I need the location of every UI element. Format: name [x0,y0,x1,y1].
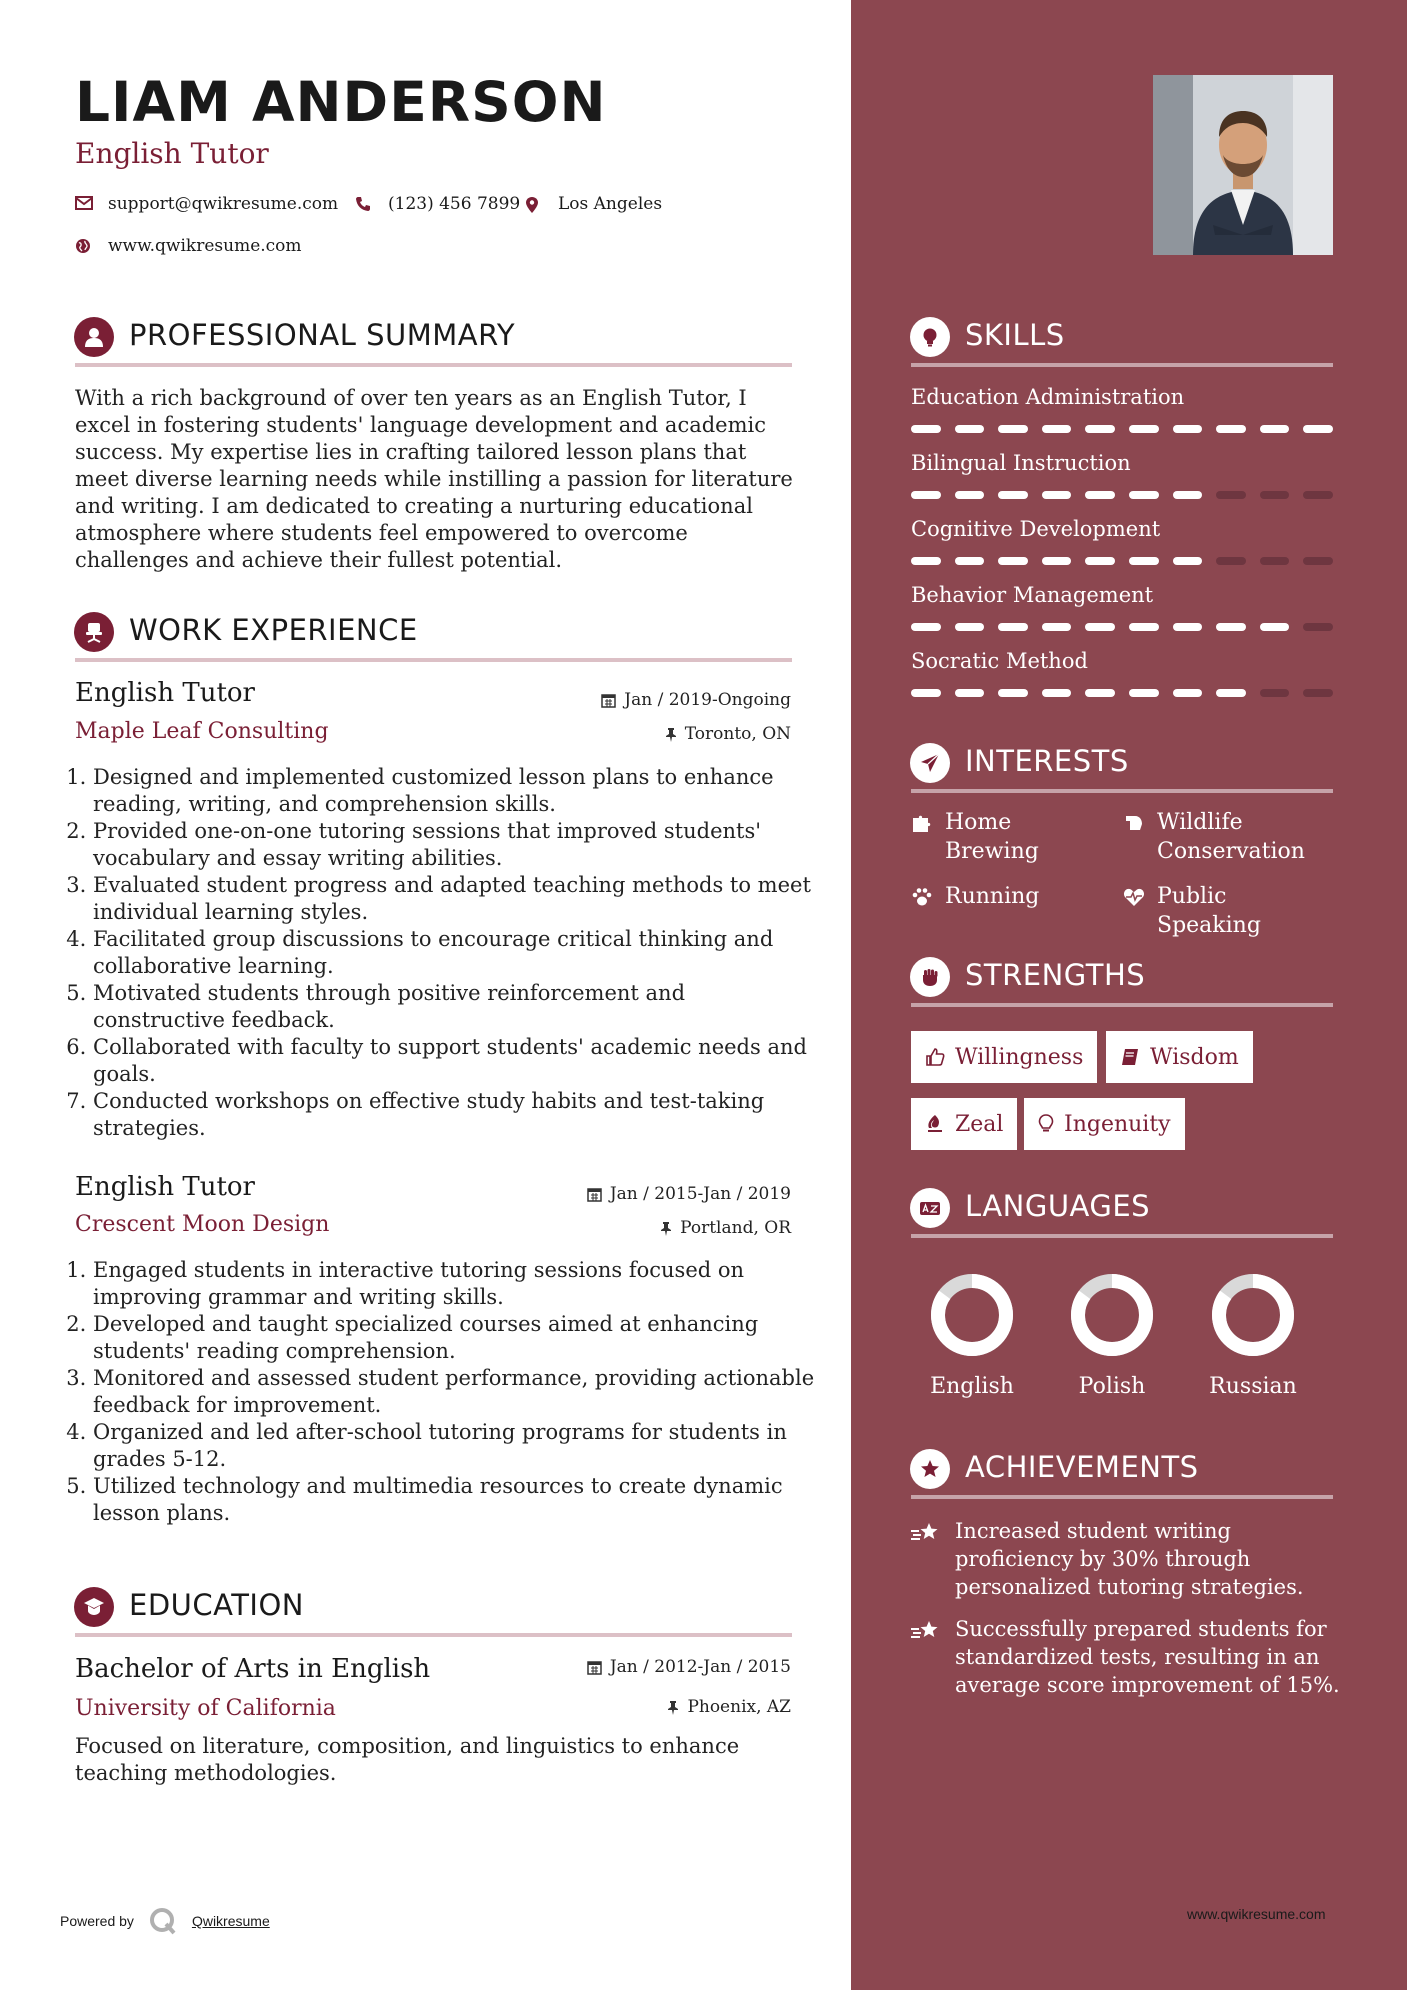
skill-segment-empty [1303,557,1333,565]
skill-segment-filled [1173,689,1203,697]
thumbs-up-icon [925,1047,945,1067]
skill-segment-filled [955,623,985,631]
language-name: Polish [1078,1374,1146,1399]
job-bullets [65,764,823,1142]
phone-icon [355,196,371,212]
language-name: Russian [1209,1374,1297,1399]
list-item: 1. Engaged students in interactive tutoring sessions focused on improving grammar and writing skills. [93,1257,823,1311]
skill-segment-filled [1085,689,1115,697]
list-item: 4. Organized and led after-school tutoring programs for students in grades 5-12. [93,1419,823,1473]
skill-segment-filled [998,491,1028,499]
strengths-heading: STRENGTHS [965,958,1146,992]
candidate-title: English Tutor [75,137,269,170]
skill-segment-filled [911,623,941,631]
powered-by: Powered by Qwikresume [60,1906,270,1936]
language-donut [1211,1273,1295,1357]
profile-photo [1153,75,1333,255]
globe-icon [75,238,91,254]
fire-icon [925,1114,945,1134]
qwikresume-link[interactable]: Qwikresume [191,1913,270,1929]
job-title: English Tutor [75,1172,255,1202]
skill-segment-filled [1042,425,1072,433]
location-text: Los Angeles [558,194,663,214]
job-dates: Jan / 2015-Jan / 2019 [587,1184,791,1204]
skill-level-bar [911,425,1333,433]
skill-segment-filled [1085,557,1115,565]
skill-segment-filled [998,623,1028,631]
contact-phone[interactable] [388,193,520,215]
shooting-star-icon [910,1619,940,1643]
skill-segment-empty [1260,689,1290,697]
skill-segment-filled [955,689,985,697]
phone-text: (123) 456 7899 [388,194,521,214]
languages-divider [911,1234,1333,1238]
list-item: 2. Provided one-on-one tutoring sessions that improved students' vocabulary and essay writing abilities. [93,818,823,872]
skill-segment-filled [1260,623,1290,631]
strength-chip: Wisdom [1106,1031,1253,1083]
skill-segment-empty [1216,557,1246,565]
map-pin-icon [525,196,539,214]
book-icon [1120,1047,1140,1067]
job-dates: Jan / 2019-Ongoing [601,690,791,710]
skill-segment-filled [1085,623,1115,631]
skill-segment-empty [1303,623,1333,631]
graduation-icon [74,1587,114,1627]
skill-segment-empty [1303,689,1333,697]
skill-level-bar [911,623,1333,631]
skill-segment-filled [1085,491,1115,499]
skill-segment-empty [1260,491,1290,499]
skill-level-bar [911,557,1333,565]
contact-email[interactable] [108,193,338,215]
skill-level-bar [911,491,1333,499]
puzzle-icon [911,812,933,834]
skill-level-bar [911,689,1333,697]
skill-segment-filled [1042,689,1072,697]
skill-segment-filled [1216,623,1246,631]
interests-heading: INTERESTS [965,744,1129,778]
calendar-icon [587,1660,602,1675]
paw-icon [911,886,933,908]
skill-name: Cognitive Development [911,517,1161,541]
user-icon [74,317,114,357]
skill-segment-filled [1173,557,1203,565]
skill-segment-filled [1216,689,1246,697]
language-icon [910,1188,950,1228]
strength-chip: Ingenuity [1024,1098,1185,1150]
shooting-star-icon [910,1521,940,1545]
skill-segment-filled [1129,491,1159,499]
skill-segment-filled [955,491,985,499]
interest-item: Wildlife Conservation [1157,808,1337,866]
summary-divider [75,363,792,367]
calendar-icon [587,1187,602,1202]
list-item: 1. Designed and implemented customized lesson plans to enhance reading, writing, and comprehension skills. [93,764,823,818]
skill-segment-filled [911,491,941,499]
skill-segment-filled [1216,425,1246,433]
footer-site[interactable]: www.qwikresume.com [1187,1906,1326,1922]
skill-segment-empty [1260,557,1290,565]
skill-segment-filled [1303,425,1333,433]
list-item: 6. Collaborated with faculty to support students' academic needs and goals. [93,1034,823,1088]
website-text: www.qwikresume.com [108,236,302,256]
skill-segment-empty [1216,491,1246,499]
strengths-divider [911,1003,1333,1007]
list-item: 4. Facilitated group discussions to encourage critical thinking and collaborative learning. [93,926,823,980]
skill-segment-filled [1129,689,1159,697]
envelope-icon [75,196,93,210]
skill-segment-filled [1129,425,1159,433]
list-item: 7. Conducted workshops on effective study habits and test-taking strategies. [93,1088,823,1142]
job-company: Maple Leaf Consulting [75,719,329,744]
language-donut [930,1273,1014,1357]
lightbulb-icon [910,317,950,357]
education-divider [75,1633,792,1637]
skill-segment-filled [1042,491,1072,499]
skill-segment-filled [1042,557,1072,565]
pushpin-icon [665,727,677,742]
language-donut [1070,1273,1154,1357]
list-item: 5. Utilized technology and multimedia resources to create dynamic lesson plans. [93,1473,823,1527]
skill-segment-filled [998,425,1028,433]
skill-segment-filled [1173,623,1203,631]
list-item: 3. Monitored and assessed student performance, providing actionable feedback for improvement. [93,1365,823,1419]
list-item: 5. Motivated students through positive reinforcement and constructive feedback. [93,980,823,1034]
skill-segment-filled [1129,623,1159,631]
star-badge-icon [910,1449,950,1489]
heartbeat-icon [1123,886,1145,908]
achievements-heading: ACHIEVEMENTS [965,1450,1199,1484]
summary-heading: PROFESSIONAL SUMMARY [129,318,516,352]
achievements-divider [911,1495,1333,1499]
skill-segment-filled [911,689,941,697]
pushpin-icon [667,1700,679,1715]
office-chair-icon [74,612,114,652]
skill-name: Socratic Method [911,649,1088,673]
skill-name: Behavior Management [911,583,1154,607]
education-description: Focused on literature, composition, and linguistics to enhance teaching methodologies. [75,1734,740,1785]
job-company: Crescent Moon Design [75,1212,330,1237]
skill-segment-filled [998,557,1028,565]
skill-segment-filled [1129,557,1159,565]
skill-segment-empty [1303,491,1333,499]
skill-name: Bilingual Instruction [911,451,1131,475]
paper-plane-icon [910,743,950,783]
skill-segment-filled [911,425,941,433]
qwikresume-logo-icon [148,1906,178,1936]
degree-title: Bachelor of Arts in English [75,1654,431,1684]
list-item: 2. Developed and taught specialized courses aimed at enhancing students' reading comprehension. [93,1311,823,1365]
experience-divider [75,658,792,662]
interest-item: Home Brewing [945,808,1105,866]
lightbulb-icon [1038,1114,1054,1134]
summary-text: With a rich background of over ten years as an English Tutor, I excel in fostering students' language development and academic success. My expertise lies in crafting tailored lesson plans that meet diverse learning needs while instilling a passion for literature and writing. I am dedicated to creating a nurturing educational atmosphere where students feel empowered to overcome challenges and achieve their fullest potential. [75,386,793,572]
skill-segment-filled [1260,425,1290,433]
contact-website[interactable] [108,235,302,257]
skill-segment-filled [1085,425,1115,433]
calendar-icon [601,693,616,708]
job-bullets [65,1257,823,1527]
interest-item: Public Speaking [1157,882,1337,940]
interests-divider [911,789,1333,793]
skill-segment-filled [1173,491,1203,499]
skill-segment-filled [911,557,941,565]
pushpin-icon [660,1221,672,1236]
skills-heading: SKILLS [965,318,1065,352]
skill-name: Education Administration [911,385,1185,409]
achievement-item: Successfully prepared students for standardized tests, resulting in an average score improvement of 15%. [955,1615,1345,1699]
experience-heading: WORK EXPERIENCE [129,613,418,647]
leaf-icon [1123,812,1145,834]
languages-heading: LANGUAGES [965,1189,1151,1223]
fist-icon [910,957,950,997]
job-location: Portland, OR [660,1218,791,1238]
interest-item: Running [945,882,1105,911]
strength-chip: Willingness [911,1031,1097,1083]
school-name: University of California [75,1696,336,1721]
skill-segment-filled [955,557,985,565]
contact-location [558,193,662,215]
skill-segment-filled [1042,623,1072,631]
job-title: English Tutor [75,678,255,708]
skill-segment-filled [1173,425,1203,433]
job-location: Toronto, ON [665,724,791,744]
education-heading: EDUCATION [129,1588,305,1622]
email-text: support@qwikresume.com [108,194,339,214]
candidate-name: LIAM ANDERSON [75,70,607,134]
skills-divider [911,363,1333,367]
list-item: 3. Evaluated student progress and adapted teaching methods to meet individual learning styles. [93,872,823,926]
language-name: English [930,1374,1014,1399]
education-dates: Jan / 2012-Jan / 2015 [587,1657,791,1677]
strength-chip: Zeal [911,1098,1017,1150]
skill-segment-filled [998,689,1028,697]
education-location: Phoenix, AZ [667,1697,791,1717]
achievement-item: Increased student writing proficiency by 30% through personalized tutoring strategies. [955,1517,1345,1601]
skill-segment-filled [955,425,985,433]
